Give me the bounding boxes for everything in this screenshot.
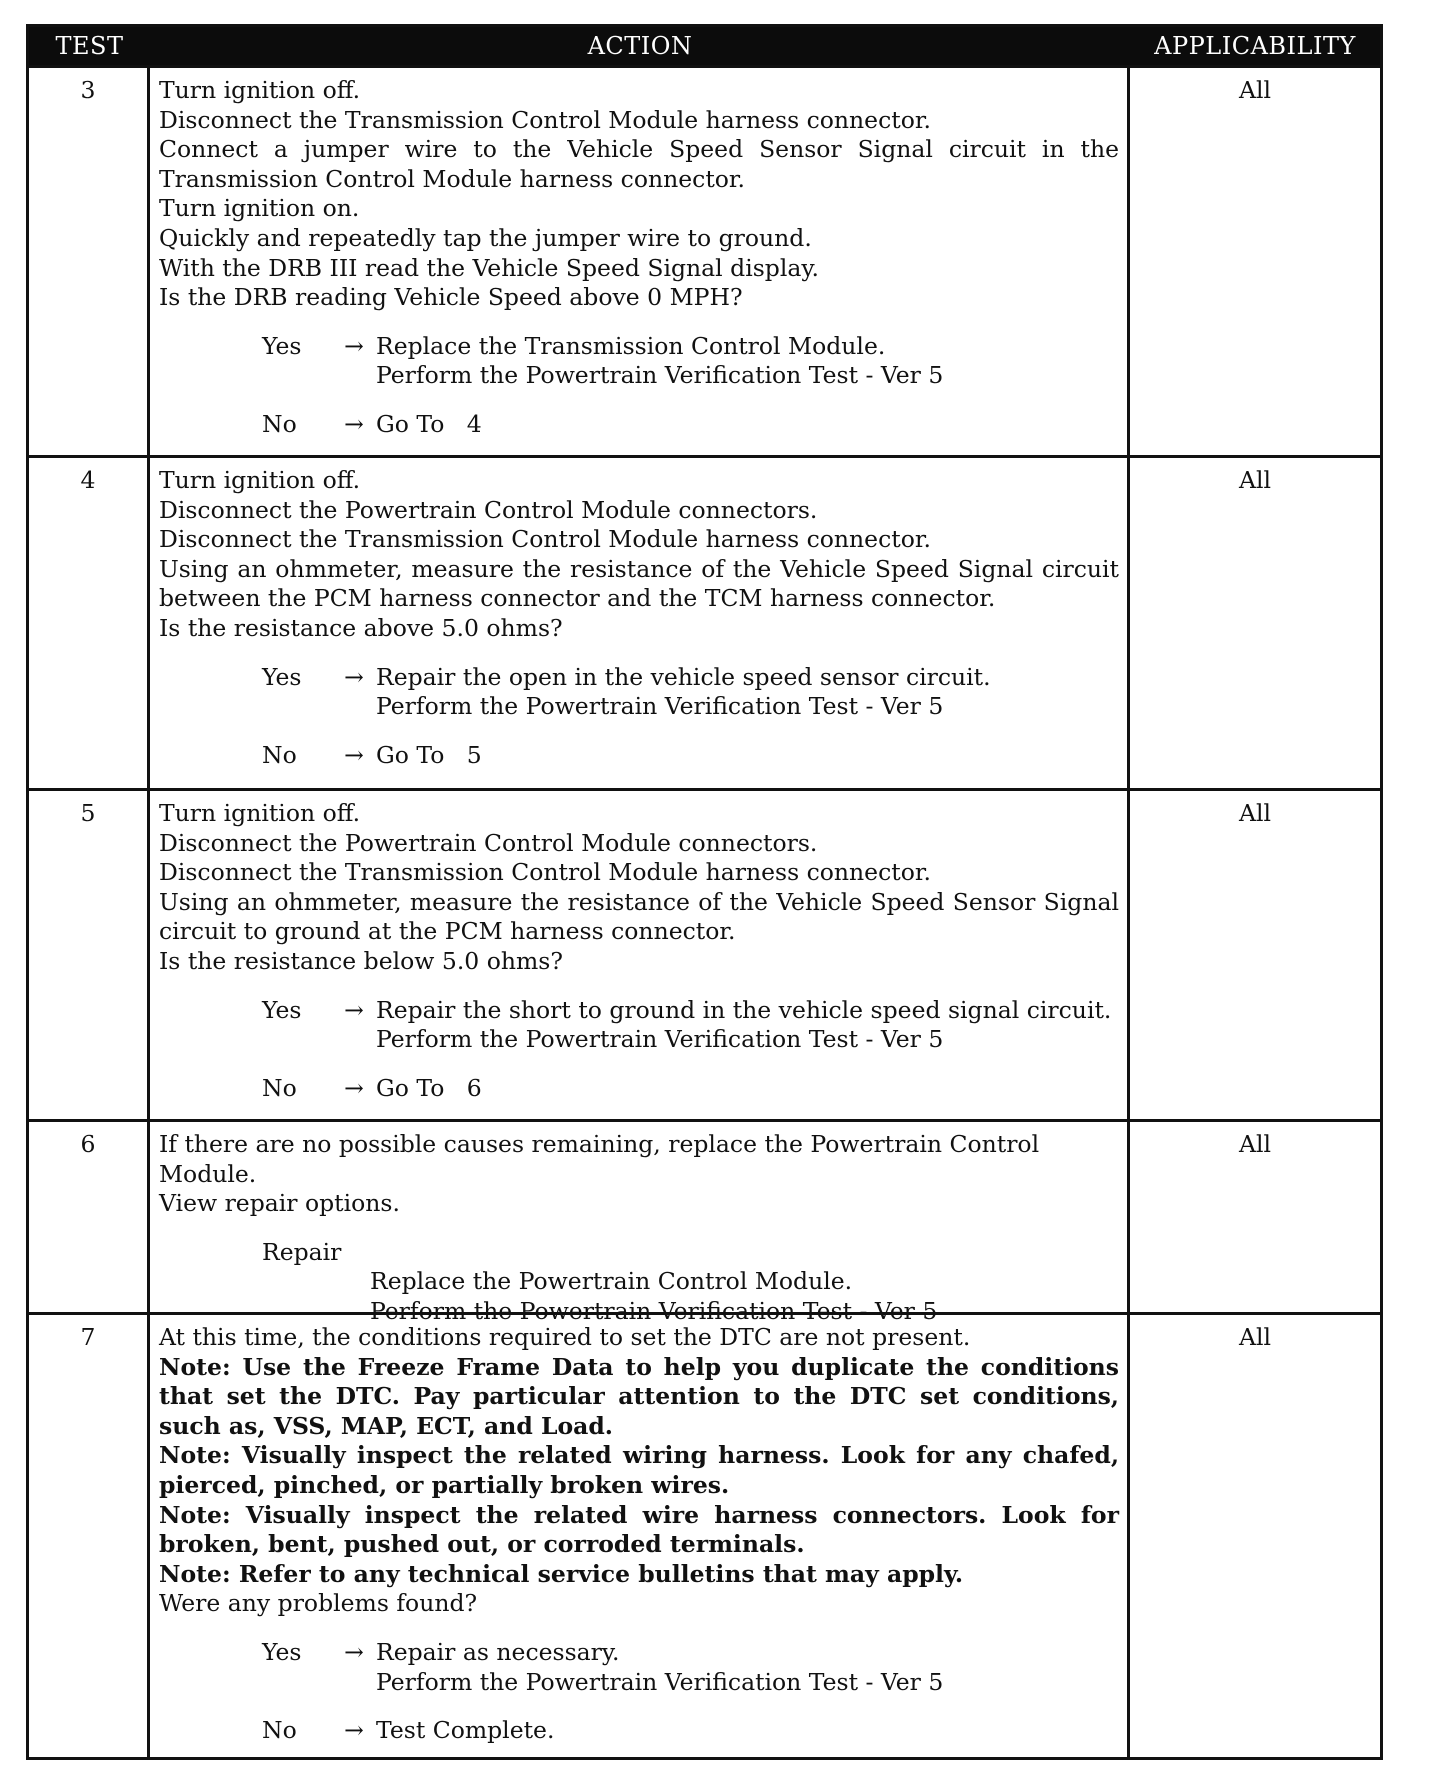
arrow-icon: → [344,662,364,691]
yes-result [376,663,1119,722]
step-text: Connect a jumper wire to the Vehicle Speed Sensor Signal circuit in the Transmission Control Module harness connector. [159,135,1119,193]
action-cell [150,458,1130,788]
yes-line-2: Perform the Powertrain Verification Test - Ver 5 [376,1667,944,1696]
arrow-icon: → [344,1716,364,1745]
yes-label: Yes [262,662,302,691]
yes-line-1: Repair as necessary. [376,1637,620,1666]
table-row [29,1312,1380,1757]
step-text: View repair options. [159,1189,400,1218]
step-text: Turn ignition off. [159,799,361,827]
action-cell [150,68,1130,455]
table-row [29,65,1380,455]
step-text: Is the resistance above 5.0 ohms? [159,613,563,642]
arrow-icon: → [344,409,364,438]
arrow-icon: → [344,331,364,360]
no-outcome [262,1716,1119,1746]
step-text: Quickly and repeatedly tap the jumper wire to ground. [159,223,812,252]
yes-outcome [262,332,1119,391]
header-action: ACTION [587,32,693,60]
step-text: If there are no possible causes remaining, replace the Powertrain Control Module. [159,1130,1040,1188]
yes-line-1: Repair the open in the vehicle speed sensor circuit. [376,662,991,691]
applicability-value: All [1238,1130,1271,1158]
intro-text: At this time, the conditions required to set the DTC are not present. [159,1323,971,1351]
yes-label: Yes [262,1637,302,1666]
no-label: No [262,409,297,438]
step-text: Disconnect the Transmission Control Module harness connector. [159,858,931,887]
test-number: 5 [29,791,150,1119]
test-number: 6 [29,1122,150,1337]
yes-outcome [262,996,1119,1055]
test-number: 3 [29,68,150,455]
table-row [29,455,1380,788]
step-text: Turn ignition off. [159,76,361,104]
applicability-value: All [1238,1323,1271,1351]
no-outcome [262,1074,1119,1104]
step-text: Is the resistance below 5.0 ohms? [159,946,563,975]
repair-line-1: Replace the Powertrain Control Module. [370,1267,853,1296]
repair-line-2: Perform the Powertrain Verification Test - Ver 5 [370,1296,938,1325]
yes-line-1: Replace the Transmission Control Module. [376,331,886,360]
no-label: No [262,1716,297,1745]
test-number: 4 [29,458,150,788]
step-text: Disconnect the Powertrain Control Module connectors. [159,495,818,524]
table-row [29,788,1380,1119]
question-text: Were any problems found? [159,1589,478,1618]
arrow-icon: → [344,995,364,1024]
yes-line-2: Perform the Powertrain Verification Test - Ver 5 [376,692,944,721]
note-text: Note: Use the Freeze Frame Data to help you duplicate the conditions that set the DTC. Pay particular attention to the DTC set conditions, such as, VSS, MAP, ECT, and Load. [159,1352,1119,1440]
step-text: Using an ohmmeter, measure the resistance of the Vehicle Speed Sensor Signal circuit to ground at the PCM harness connector. [159,887,1119,946]
no-label: No [262,740,297,769]
arrow-icon: → [344,1073,364,1102]
step-text: Disconnect the Transmission Control Module harness connector. [159,105,931,134]
applicability-value: All [1238,799,1271,827]
step-text: Is the DRB reading Vehicle Speed above 0 MPH? [159,283,743,312]
note-text: Note: Visually inspect the related wire harness connectors. Look for broken, bent, pushed out, or corroded terminals. [159,1500,1119,1559]
table-header [29,27,1380,65]
test-number: 7 [29,1315,150,1757]
diagnostic-table [26,24,1383,1760]
applicability-value: All [1238,466,1271,494]
step-text: Disconnect the Transmission Control Module harness connector. [159,525,931,554]
header-test: TEST [55,32,124,60]
no-result: Go To 4 [376,409,482,438]
yes-label: Yes [262,331,302,360]
no-result: Go To 6 [376,1073,482,1102]
arrow-icon: → [344,740,364,769]
yes-label: Yes [262,995,302,1024]
action-cell [150,1122,1130,1337]
yes-line-2: Perform the Powertrain Verification Test - Ver 5 [376,1025,944,1054]
arrow-icon: → [344,1637,364,1666]
step-text: With the DRB III read the Vehicle Speed Signal display. [159,253,819,282]
action-cell [150,791,1130,1119]
header-applicability: APPLICABILITY [1154,32,1356,60]
step-text: Turn ignition on. [159,194,360,223]
no-result: Test Complete. [376,1716,555,1745]
step-text: Turn ignition off. [159,466,361,494]
no-outcome [262,410,1119,440]
step-text: Using an ohmmeter, measure the resistance of the Vehicle Speed Signal circuit between the PCM harness connector and the TCM harness connector. [159,554,1119,613]
no-label: No [262,1073,297,1102]
repair-label: Repair [262,1237,342,1266]
yes-result [376,332,1119,391]
step-text: Disconnect the Powertrain Control Module connectors. [159,828,818,857]
no-result: Go To 5 [376,740,482,769]
yes-outcome [262,1638,1119,1697]
yes-line-1: Repair the short to ground in the vehicle speed signal circuit. [376,995,1112,1024]
note-text: Note: Visually inspect the related wiring harness. Look for any chafed, pierced, pinched, or partially broken wires. [159,1441,1119,1499]
table-row [29,1119,1380,1325]
yes-line-2: Perform the Powertrain Verification Test - Ver 5 [376,361,944,390]
yes-outcome [262,663,1119,722]
no-outcome [262,741,1119,771]
yes-result [376,1638,1119,1697]
applicability-value: All [1238,76,1271,104]
note-text: Note: Refer to any technical service bulletins that may apply. [159,1559,964,1588]
yes-result [376,996,1119,1055]
action-cell [150,1315,1130,1757]
